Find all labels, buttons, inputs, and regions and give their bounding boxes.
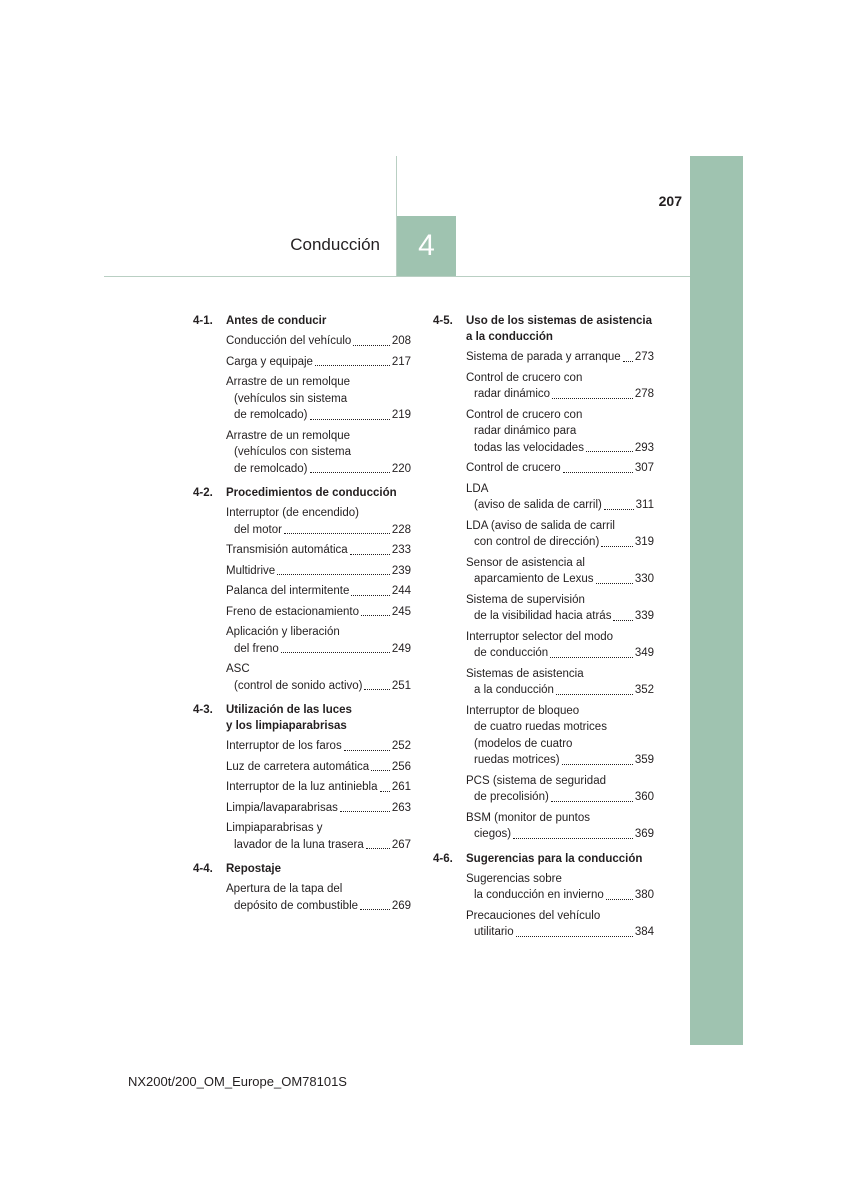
entry-line	[226, 604, 411, 621]
entry-line	[466, 645, 654, 662]
entry-line: (modelos de cuatro	[474, 737, 573, 750]
entry-page-number: 360	[634, 791, 654, 803]
entry-text: ciegos)	[474, 828, 512, 840]
toc-entry	[226, 800, 411, 817]
entry-text: depósito de combustible	[234, 899, 359, 912]
entry-line	[226, 678, 411, 695]
dot-leader	[613, 619, 632, 621]
dot-leader	[556, 693, 633, 695]
section-title	[466, 851, 654, 867]
section-title-line: Uso de los sistemas de asistencia	[466, 315, 653, 327]
dot-leader	[604, 508, 634, 510]
dot-leader	[310, 418, 390, 420]
entry-page-number: 239	[391, 564, 411, 577]
toc-entry	[466, 871, 654, 904]
section-title	[226, 313, 411, 329]
toc-entry	[226, 374, 411, 424]
toc-section	[193, 702, 411, 853]
entry-page-number: 349	[634, 647, 654, 659]
entry-page-number: 273	[634, 351, 654, 363]
entry-text: Palanca del intermitente	[226, 585, 350, 597]
dot-leader	[551, 800, 633, 802]
entry-line: Precauciones del vehículo	[466, 909, 601, 922]
entry-line	[466, 887, 654, 904]
entry-text: Control de crucero	[466, 462, 561, 474]
section-number: 4-5.	[433, 315, 453, 327]
dot-leader	[513, 837, 633, 839]
toc-section	[433, 851, 654, 941]
chapter-title: Conducción	[290, 235, 380, 254]
entry-line	[226, 354, 411, 371]
toc-entry	[226, 624, 411, 657]
toc-right-column	[433, 313, 654, 941]
section-items	[466, 349, 654, 843]
section-items	[226, 738, 411, 853]
section-items	[466, 871, 654, 941]
dot-leader	[350, 553, 390, 555]
entry-line	[226, 407, 411, 424]
dot-leader	[601, 545, 633, 547]
entry-line	[226, 583, 411, 600]
entry-page-number: 380	[634, 889, 654, 901]
entry-line	[466, 789, 654, 806]
section-title-line: y los limpiaparabrisas	[226, 720, 347, 732]
section-number: 4-4.	[193, 863, 213, 875]
entry-page-number: 307	[634, 462, 654, 474]
entry-line	[226, 800, 411, 817]
toc-entry	[466, 666, 654, 699]
entry-line	[466, 608, 654, 625]
entry-text: radar dinámico	[474, 388, 551, 400]
toc-left-column	[193, 313, 411, 914]
footer-model-code: NX200t/200_OM_Europe_OM78101S	[128, 1074, 347, 1089]
section-number: 4-1.	[193, 315, 213, 327]
entry-page-number: 233	[391, 544, 411, 556]
dot-leader	[562, 763, 633, 765]
dot-leader	[361, 614, 390, 616]
dot-leader	[623, 360, 633, 362]
entry-line	[226, 641, 411, 658]
entry-page-number: 384	[634, 926, 654, 938]
entry-line: Control de crucero con	[466, 371, 583, 384]
entry-page-number: 269	[391, 899, 411, 912]
toc-entry	[226, 428, 411, 478]
entry-text: (control de sonido activo)	[234, 679, 363, 692]
toc-entry	[466, 349, 654, 366]
toc-entry	[226, 505, 411, 538]
entry-page-number: 369	[634, 828, 654, 840]
chapter-number-box: 4	[397, 216, 456, 276]
entry-text: Limpia/lavaparabrisas	[226, 801, 338, 814]
entry-page-number: 208	[391, 335, 411, 347]
chapter-side-tab	[690, 156, 743, 1045]
section-title-line: Antes de conducir	[226, 315, 327, 327]
dot-leader	[380, 790, 390, 792]
entry-text: todas las velocidades	[474, 441, 584, 454]
entry-page-number: 267	[391, 838, 411, 851]
entry-line	[226, 759, 411, 776]
entry-line	[466, 386, 654, 403]
toc-entry	[226, 333, 411, 350]
entry-line: Limpiaparabrisas y	[226, 822, 323, 834]
dot-leader	[552, 397, 633, 399]
dot-leader	[351, 594, 389, 596]
entry-page-number: 219	[391, 409, 411, 421]
toc-entry	[226, 583, 411, 600]
entry-page-number: 278	[634, 388, 654, 400]
toc-entry	[226, 563, 411, 580]
section-title-line: Utilización de las luces	[226, 704, 352, 716]
entry-line	[466, 752, 654, 769]
dot-leader	[315, 364, 390, 366]
section-items	[226, 881, 411, 914]
entry-line	[466, 440, 654, 457]
entry-page-number: 245	[391, 605, 411, 618]
entry-line	[466, 460, 654, 477]
entry-page-number: 293	[634, 441, 654, 454]
entry-line	[466, 924, 654, 941]
section-items	[226, 505, 411, 694]
entry-text: la conducción en invierno	[474, 889, 604, 901]
entry-line: Control de crucero con	[466, 408, 583, 421]
entry-page-number: 330	[634, 573, 654, 585]
entry-line: Sistema de supervisión	[466, 593, 585, 606]
toc-entry	[226, 661, 411, 694]
toc-entry	[466, 407, 654, 457]
entry-page-number: 228	[391, 523, 411, 536]
entry-page-number: 352	[634, 684, 654, 696]
dot-leader	[360, 908, 390, 910]
dot-leader	[371, 769, 390, 771]
entry-line	[226, 461, 411, 478]
toc-entry	[466, 908, 654, 941]
entry-line: PCS (sistema de seguridad	[466, 774, 606, 787]
section-title	[226, 485, 411, 501]
entry-page-number: 256	[391, 760, 411, 773]
dot-leader	[344, 749, 390, 751]
toc-entry	[226, 759, 411, 776]
section-number: 4-3.	[193, 704, 213, 716]
section-title-line: a la conducción	[466, 331, 553, 343]
toc-entry	[226, 820, 411, 853]
entry-line	[226, 837, 411, 854]
entry-text: Transmisión automática	[226, 544, 348, 556]
toc-entry	[226, 354, 411, 371]
section-items	[226, 333, 411, 477]
entry-text: Multidrive	[226, 564, 276, 577]
toc-entry	[226, 604, 411, 621]
entry-text: aparcamiento de Lexus	[474, 573, 594, 585]
toc-entry	[466, 810, 654, 843]
entry-line	[226, 522, 411, 539]
section-heading	[193, 702, 411, 734]
entry-line: LDA (aviso de salida de carril	[466, 519, 615, 532]
entry-line: BSM (monitor de puntos	[466, 811, 591, 824]
entry-text: Sistema de parada y arranque	[466, 351, 621, 363]
entry-line	[226, 563, 411, 580]
entry-line: Arrastre de un remolque	[226, 376, 351, 388]
entry-text: Luz de carretera automática	[226, 760, 370, 773]
entry-text: Conducción del vehículo	[226, 335, 352, 347]
dot-leader	[353, 344, 390, 346]
entry-line: de cuatro ruedas motrices	[474, 721, 607, 733]
entry-line: ASC	[226, 663, 250, 675]
section-title	[466, 313, 654, 345]
dot-leader	[284, 532, 390, 534]
section-number: 4-2.	[193, 487, 213, 499]
toc-entry	[466, 703, 654, 769]
entry-line: Interruptor de bloqueo	[466, 704, 580, 717]
toc-entry	[466, 481, 654, 514]
toc-entry	[466, 592, 654, 625]
section-heading	[193, 485, 411, 501]
dot-leader	[586, 450, 633, 452]
entry-text: a la conducción	[474, 684, 554, 696]
section-title	[226, 702, 411, 734]
entry-page-number: 311	[635, 499, 654, 511]
dot-leader	[277, 573, 390, 575]
entry-page-number: 339	[634, 610, 654, 622]
entry-line	[226, 738, 411, 755]
entry-line: radar dinámico para	[474, 425, 577, 437]
entry-page-number: 252	[391, 740, 411, 752]
dot-leader	[550, 656, 633, 658]
toc-entry	[466, 460, 654, 477]
entry-line	[466, 826, 654, 843]
dot-leader	[563, 471, 633, 473]
entry-text: Freno de estacionamiento	[226, 605, 359, 618]
dot-leader	[606, 898, 633, 900]
entry-page-number: 319	[634, 536, 654, 548]
entry-line	[226, 333, 411, 350]
section-number: 4-6.	[433, 852, 453, 865]
toc-section	[193, 485, 411, 694]
entry-page-number: 261	[391, 781, 411, 793]
section-title-line: Procedimientos de conducción	[226, 487, 397, 499]
entry-line	[466, 534, 654, 551]
toc-entry	[466, 555, 654, 588]
entry-line: Apertura de la tapa del	[226, 883, 343, 895]
entry-page-number: 359	[634, 754, 654, 766]
entry-text: ruedas motrices)	[474, 754, 560, 766]
toc-entry	[466, 518, 654, 551]
dot-leader	[596, 582, 633, 584]
entry-line: Aplicación y liberación	[226, 626, 340, 638]
entry-line: Arrastre de un remolque	[226, 429, 351, 442]
entry-text: Interruptor de los faros	[226, 740, 342, 752]
section-title-line: Sugerencias para la conducción	[466, 852, 643, 865]
dot-leader	[516, 935, 633, 937]
entry-page-number: 249	[391, 642, 411, 655]
entry-page-number: 220	[391, 462, 411, 475]
entry-line	[466, 497, 654, 514]
entry-line: Sensor de asistencia al	[466, 556, 585, 569]
toc-entry	[226, 779, 411, 796]
page-number: 207	[658, 193, 682, 209]
entry-text: utilitario	[474, 926, 514, 938]
entry-line: Interruptor selector del modo	[466, 630, 614, 643]
entry-text: (aviso de salida de carril)	[474, 499, 602, 511]
entry-line: LDA	[466, 482, 489, 495]
entry-line	[226, 779, 411, 796]
entry-text: de precolisión)	[474, 791, 549, 803]
entry-line	[466, 349, 654, 366]
toc-entry	[226, 881, 411, 914]
section-heading	[433, 313, 654, 345]
entry-text: del freno	[234, 642, 279, 655]
entry-text: de remolcado)	[234, 409, 308, 421]
entry-line: (vehículos con sistema	[234, 446, 351, 458]
header-horizontal-rule	[104, 276, 690, 277]
entry-page-number: 217	[391, 355, 411, 368]
entry-page-number: 263	[391, 801, 411, 814]
section-heading	[193, 313, 411, 329]
toc-entry	[466, 370, 654, 403]
entry-line: Interruptor (de encendido)	[226, 507, 359, 519]
toc-entry	[466, 629, 654, 662]
entry-line	[226, 542, 411, 559]
entry-line	[226, 898, 411, 915]
entry-text: del motor	[234, 523, 282, 536]
entry-text: de remolcado)	[234, 462, 308, 475]
dot-leader	[310, 471, 390, 473]
toc-section	[193, 861, 411, 914]
entry-line	[466, 571, 654, 588]
entry-line: Sistemas de asistencia	[466, 667, 584, 680]
dot-leader	[364, 688, 389, 690]
section-title-line: Repostaje	[226, 863, 281, 875]
entry-line: Sugerencias sobre	[466, 872, 562, 885]
toc-entry	[226, 542, 411, 559]
toc-section	[193, 313, 411, 477]
toc-entry	[466, 773, 654, 806]
entry-page-number: 251	[391, 679, 411, 692]
section-heading	[193, 861, 411, 877]
toc-entry	[226, 738, 411, 755]
toc-section	[433, 313, 654, 843]
entry-text: Carga y equipaje	[226, 355, 313, 368]
dot-leader	[366, 847, 390, 849]
dot-leader	[281, 651, 390, 653]
section-title	[226, 861, 411, 877]
entry-line	[466, 682, 654, 699]
entry-line: (vehículos sin sistema	[234, 392, 348, 405]
entry-text: lavador de la luna trasera	[234, 838, 364, 851]
entry-text: con control de dirección)	[474, 536, 600, 548]
dot-leader	[340, 810, 390, 812]
entry-text: Interruptor de la luz antiniebla	[226, 781, 378, 793]
entry-text: de conducción	[474, 647, 549, 659]
section-heading	[433, 851, 654, 867]
entry-text: de la visibilidad hacia atrás	[474, 610, 612, 622]
entry-page-number: 244	[391, 585, 411, 597]
